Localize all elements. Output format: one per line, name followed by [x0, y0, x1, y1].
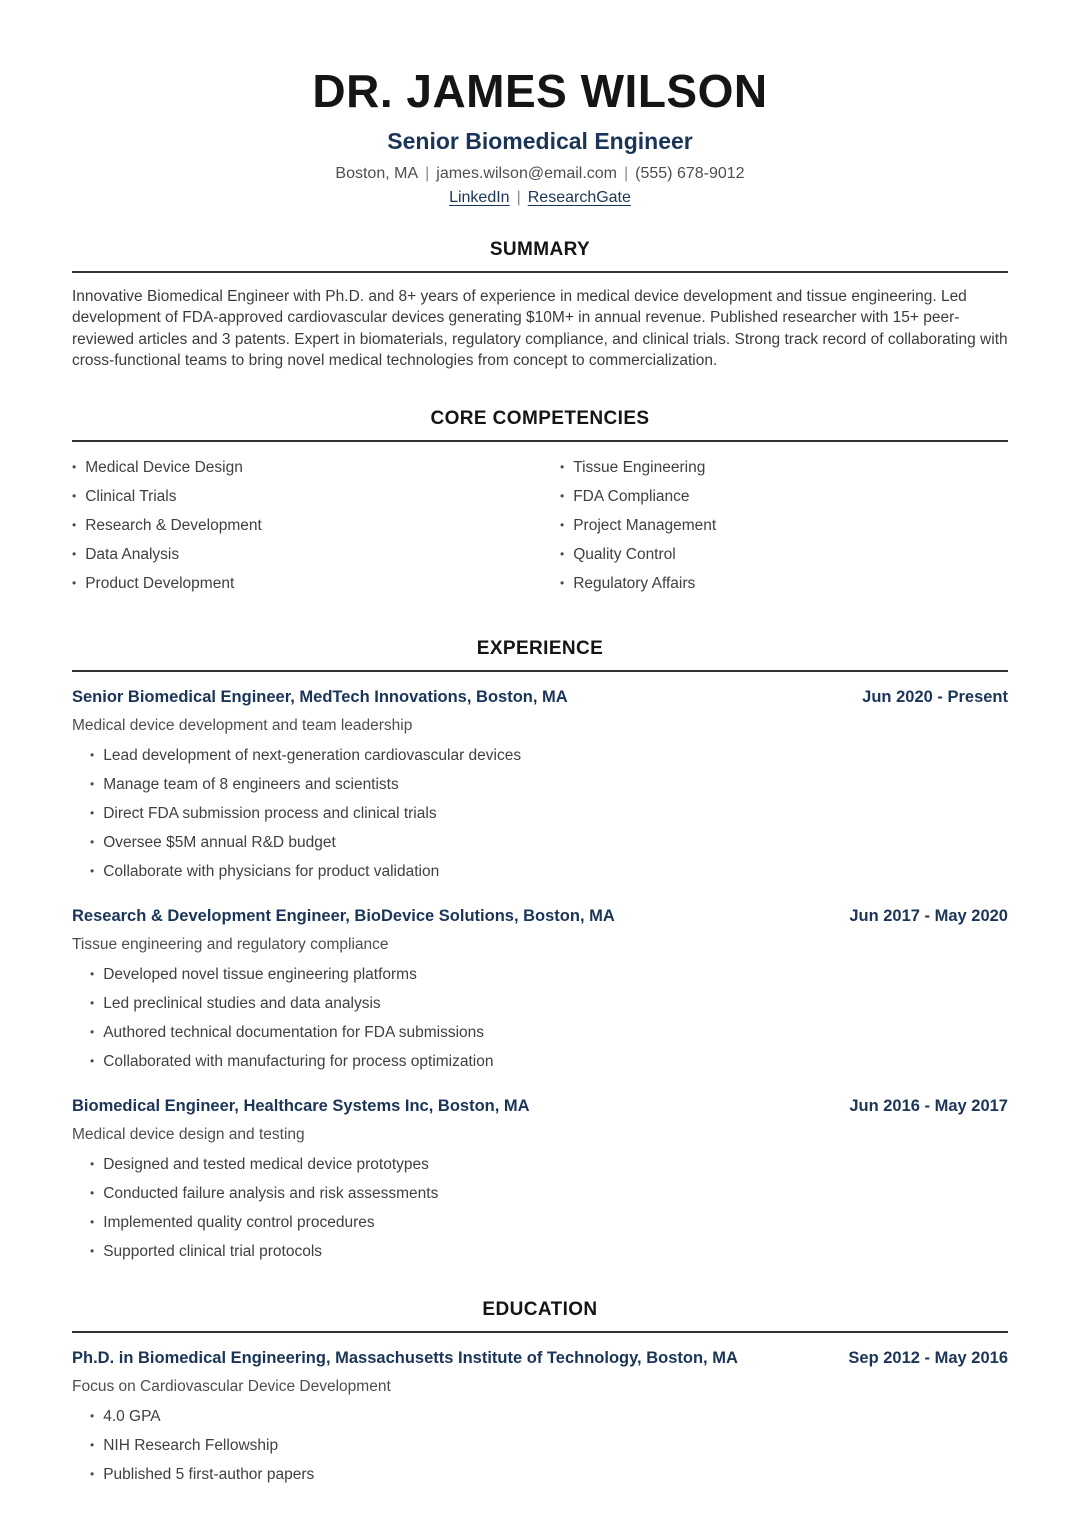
job-bullet [90, 861, 1008, 883]
competency-item [560, 573, 1008, 595]
education-entry [72, 1347, 1008, 1486]
linkedin-link[interactable]: LinkedIn [449, 188, 510, 206]
separator: | [516, 188, 521, 206]
bullet-icon: • [90, 834, 95, 849]
bullet-icon: • [90, 1156, 95, 1171]
bullet-icon: • [560, 575, 565, 590]
job-dates: Jun 2020 - Present [862, 687, 1008, 706]
job-bullet-text: Supported clinical trial protocols [103, 1242, 323, 1260]
job-bullet-text: Manage team of 8 engineers and scientists [103, 775, 399, 793]
job-title: Research & Development Engineer, BioDevice Solutions, Boston, MA [72, 906, 615, 925]
competency-item [72, 457, 540, 479]
job-bullet [90, 745, 1008, 767]
bullet-icon: • [72, 517, 77, 532]
job-bullet-text: Collaborated with manufacturing for process optimization [103, 1052, 494, 1070]
job-bullet-text: Oversee $5M annual R&D budget [103, 833, 336, 851]
job-bullet-text: Developed novel tissue engineering platforms [103, 965, 417, 983]
section-education [72, 1298, 1008, 1486]
bullet-icon: • [90, 966, 95, 981]
section-divider [72, 440, 1008, 442]
bullet-icon: • [90, 1053, 95, 1068]
competencies-right-column [540, 457, 1008, 602]
bullet-icon: • [72, 575, 77, 590]
job-bullet [90, 993, 1008, 1015]
competency-item [560, 515, 1008, 537]
job-subtitle: Medical device design and testing [72, 1125, 305, 1143]
job-header-row [72, 905, 1008, 927]
job-dates: Jun 2017 - May 2020 [849, 906, 1008, 925]
separator: | [624, 164, 629, 182]
section-divider [72, 670, 1008, 672]
section-summary [72, 238, 1008, 372]
bullet-icon: • [90, 805, 95, 820]
competencies-heading: CORE COMPETENCIES [430, 407, 650, 429]
education-bullet [90, 1435, 1008, 1457]
education-bullet-text: NIH Research Fellowship [103, 1436, 279, 1454]
competency-label: Medical Device Design [85, 458, 243, 476]
job-bullet-text: Led preclinical studies and data analysis [103, 994, 381, 1012]
section-core-competencies [72, 407, 1008, 602]
competency-item [72, 515, 540, 537]
job-bullet [90, 832, 1008, 854]
bullet-icon: • [560, 517, 565, 532]
competency-item [560, 457, 1008, 479]
education-bullet-text: 4.0 GPA [103, 1407, 161, 1425]
job-bullet [90, 774, 1008, 796]
job-bullet [90, 964, 1008, 986]
job-bullet-text: Designed and tested medical device prototypes [103, 1155, 429, 1173]
bullet-icon: • [90, 1185, 95, 1200]
competency-label: Clinical Trials [85, 487, 177, 505]
job-header-row [72, 686, 1008, 708]
job-bullet-text: Lead development of next-generation cardiovascular devices [103, 746, 522, 764]
competency-item [560, 544, 1008, 566]
job-header-row [72, 1095, 1008, 1117]
job-subtitle: Tissue engineering and regulatory compliance [72, 935, 389, 953]
competency-label: Project Management [573, 516, 717, 534]
competency-label: Product Development [85, 574, 235, 592]
job-bullet [90, 803, 1008, 825]
bullet-icon: • [90, 1024, 95, 1039]
bullet-icon: • [90, 995, 95, 1010]
candidate-title: Senior Biomedical Engineer [387, 127, 693, 154]
resume-header [72, 66, 1008, 207]
bullet-icon: • [72, 459, 77, 474]
competencies-left-column [72, 457, 540, 602]
job-bullet-text: Conducted failure analysis and risk assessments [103, 1184, 439, 1202]
bullet-icon: • [90, 863, 95, 878]
competency-label: Research & Development [85, 516, 262, 534]
separator: | [425, 164, 430, 182]
competency-label: Regulatory Affairs [573, 574, 696, 592]
competency-label: Quality Control [573, 545, 676, 563]
competency-item [72, 486, 540, 508]
bullet-icon: • [90, 776, 95, 791]
job-entry [72, 686, 1008, 883]
job-bullet-text: Collaborate with physicians for product validation [103, 862, 440, 880]
bullet-icon: • [90, 1408, 95, 1423]
candidate-name: DR. JAMES WILSON [312, 65, 768, 117]
bullet-icon: • [72, 488, 77, 503]
competency-item [560, 486, 1008, 508]
contact-location: Boston, MA [335, 164, 419, 182]
competency-label: Data Analysis [85, 545, 180, 563]
section-experience [72, 637, 1008, 1263]
competencies-grid [72, 457, 1008, 602]
job-entry [72, 1095, 1008, 1263]
education-dates: Sep 2012 - May 2016 [848, 1348, 1008, 1367]
section-divider [72, 271, 1008, 273]
bullet-icon: • [90, 1214, 95, 1229]
experience-heading: EXPERIENCE [476, 637, 604, 659]
competency-label: FDA Compliance [573, 487, 690, 505]
competency-item [72, 573, 540, 595]
contact-line [72, 165, 1008, 183]
job-bullet-list [72, 964, 1008, 1073]
job-bullet-list [72, 745, 1008, 883]
education-subtitle: Focus on Cardiovascular Device Development [72, 1377, 391, 1395]
contact-email: james.wilson@email.com [436, 164, 617, 182]
education-bullet-list [72, 1406, 1008, 1486]
bullet-icon: • [90, 1243, 95, 1258]
job-bullet-text: Authored technical documentation for FDA submissions [103, 1023, 485, 1041]
bullet-icon: • [90, 747, 95, 762]
education-bullet [90, 1406, 1008, 1428]
job-bullet [90, 1212, 1008, 1234]
section-divider [72, 1331, 1008, 1333]
bullet-icon: • [560, 546, 565, 561]
contact-phone: (555) 678-9012 [635, 164, 745, 182]
job-bullet [90, 1183, 1008, 1205]
job-subtitle: Medical device development and team leadership [72, 716, 413, 734]
bullet-icon: • [90, 1466, 95, 1481]
education-header-row [72, 1347, 1008, 1369]
summary-heading: SUMMARY [489, 238, 591, 260]
bullet-icon: • [560, 488, 565, 503]
links-line [72, 189, 1008, 207]
job-bullet [90, 1241, 1008, 1263]
degree-title: Ph.D. in Biomedical Engineering, Massachusetts Institute of Technology, Boston, MA [72, 1348, 738, 1367]
job-bullet-text: Implemented quality control procedures [103, 1213, 375, 1231]
job-bullet [90, 1051, 1008, 1073]
bullet-icon: • [90, 1437, 95, 1452]
bullet-icon: • [560, 459, 565, 474]
job-bullet [90, 1154, 1008, 1176]
summary-text: Innovative Biomedical Engineer with Ph.D. and 8+ years of experience in medical device development and tissue engineering. Led development of FDA-approved cardiovascular devices generating $10M+ in annual revenue. Published researcher with 15+ peer-reviewed articles and 3 patents. Expert in biomaterials, regulatory compliance, and clinical trials. Strong track record of collaborating with cross-functional teams to bring novel medical technologies from concept to commercialization. [72, 287, 1008, 370]
education-heading: EDUCATION [482, 1298, 598, 1320]
job-bullet-text: Direct FDA submission process and clinical trials [103, 804, 437, 822]
competency-item [72, 544, 540, 566]
education-bullet [90, 1464, 1008, 1486]
competency-label: Tissue Engineering [573, 458, 706, 476]
job-title: Biomedical Engineer, Healthcare Systems Inc, Boston, MA [72, 1096, 530, 1115]
job-bullet-list [72, 1154, 1008, 1263]
job-dates: Jun 2016 - May 2017 [849, 1096, 1008, 1115]
job-bullet [90, 1022, 1008, 1044]
researchgate-link[interactable]: ResearchGate [527, 188, 631, 206]
bullet-icon: • [72, 546, 77, 561]
job-entry [72, 905, 1008, 1073]
education-bullet-text: Published 5 first-author papers [103, 1465, 315, 1483]
job-title: Senior Biomedical Engineer, MedTech Innovations, Boston, MA [72, 687, 568, 706]
